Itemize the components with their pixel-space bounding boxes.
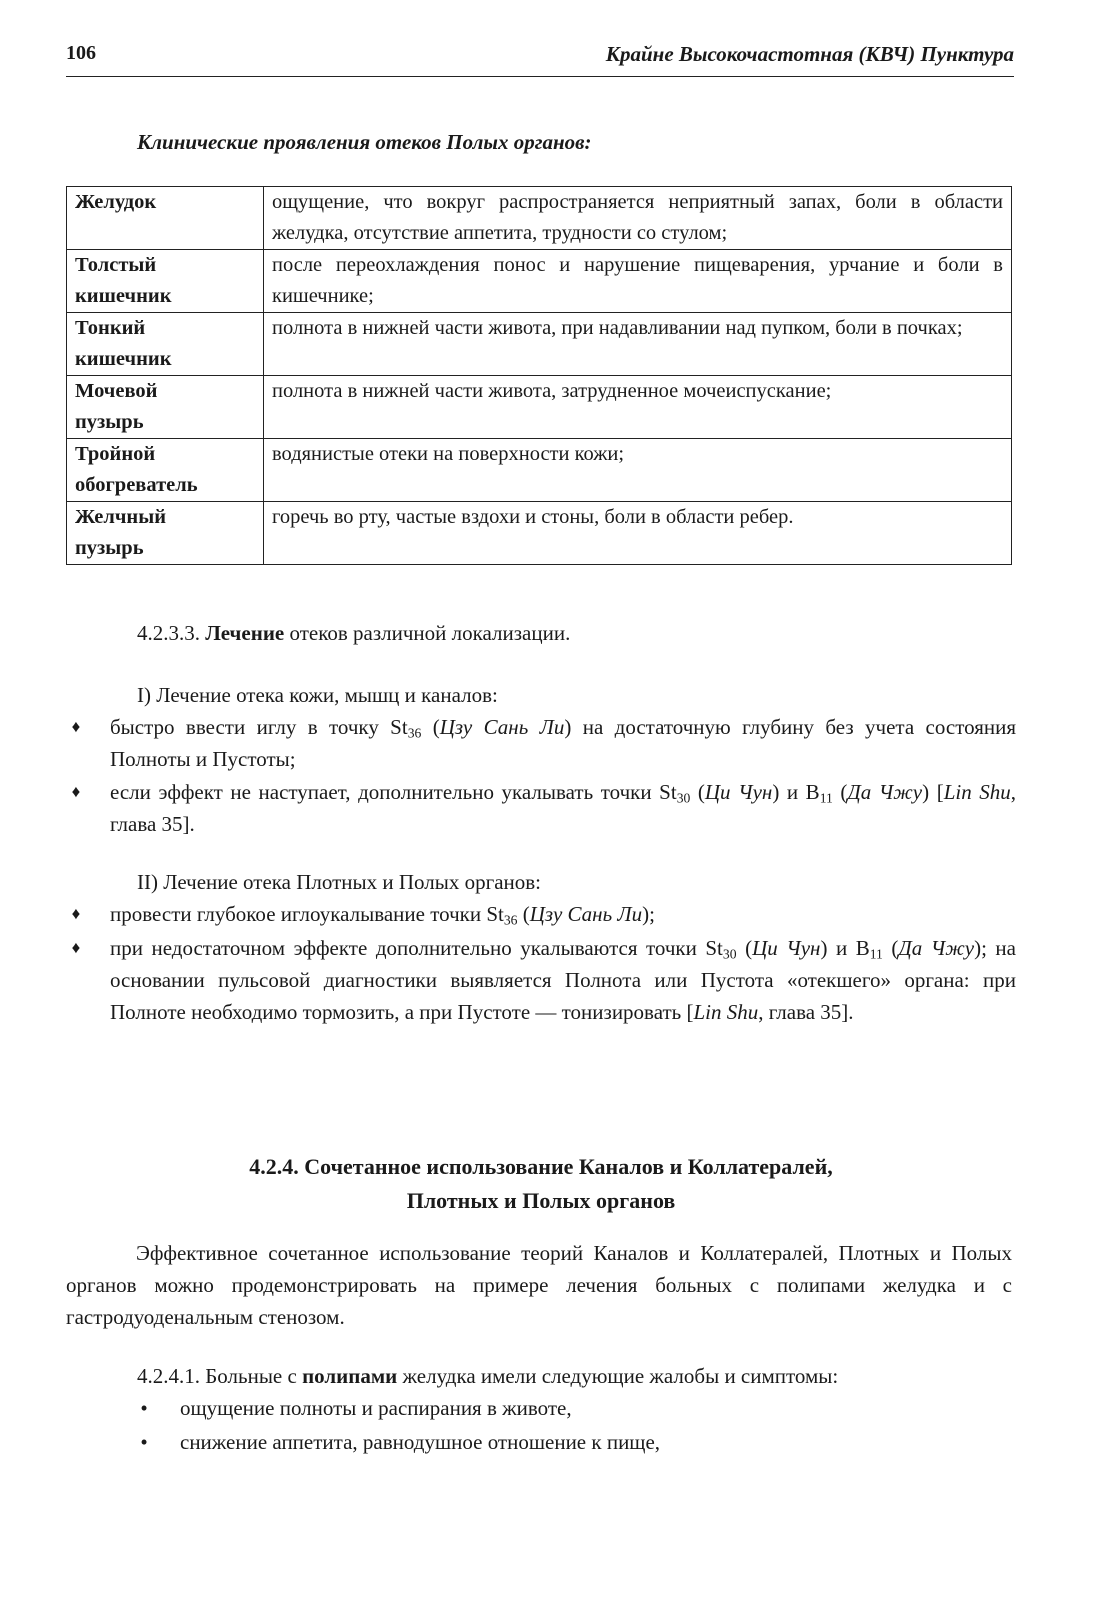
table-row	[67, 250, 1012, 313]
list-item: ♦ провести глубокое иглоукалывание точки $St_{36}$ (Цзу Сань Ли);	[66, 898, 1016, 930]
organ-cell: Желчный пузырь	[67, 502, 264, 565]
list-item: ♦ при недостаточном эффекте дополнительно укалываются точки $St_{30}$ (Ци Чун) и $B_{11}$ (Да Чжу); на основании пульсовой диагностики выявляется Полнота или Пустота «отекшего» органа: при Полноте необходимо тормозить, а при Пустоте — тонизировать [Lin Shu, глава 35].	[66, 932, 1016, 1060]
part1-intro: I) Лечение отека кожи, мышц и каналов:	[137, 683, 498, 707]
symptoms-cell: ощущение, что вокруг распространяется неприятный запах, боли в области желудка, отсутствие аппетита, трудности со стулом;	[264, 187, 1012, 250]
table-row	[67, 313, 1012, 376]
page-header	[66, 40, 1014, 77]
table-row	[67, 376, 1012, 439]
diamond-bullet-icon: ♦	[71, 782, 81, 801]
subsection-4-2-3-3: 4.2.3.3. Лечение отеков различной локализации.	[137, 621, 571, 645]
dot-bullet-icon: •	[140, 1396, 148, 1420]
list-item: ♦ если эффект не наступает, дополнительно укалывать точки $St_{30}$ (Ци Чун) и $B_{11}$ (Да Чжу) [Lin Shu, глава 35].	[66, 776, 1016, 840]
page-number: 106	[66, 42, 96, 64]
running-title: Крайне Высокочастотная (КВЧ) Пунктура	[605, 42, 1014, 66]
section-heading-4-2-4: 4.2.4. Сочетанное использование Каналов и Коллатералей, Плотных и Полых органов	[249, 1154, 833, 1213]
dot-bullet-icon: •	[140, 1430, 148, 1454]
symptoms-cell: водянистые отеки на поверхности кожи;	[264, 439, 1012, 502]
diamond-bullet-icon: ♦	[71, 938, 81, 957]
symptoms-cell: после переохлаждения понос и нарушение пищеварения, урчание и боли в кишечнике;	[264, 250, 1012, 313]
organ-cell: Тонкий кишечник	[67, 313, 264, 376]
symptoms-cell: полнота в нижней части живота, при надавливании над пупком, боли в почках;	[264, 313, 1012, 376]
part2-intro: II) Лечение отека Плотных и Полых органов:	[137, 870, 542, 894]
list-item: • снижение аппетита, равнодушное отношение к пище,	[136, 1426, 1016, 1458]
symptoms-cell: горечь во рту, частые вздохи и стоны, боли в области ребер.	[264, 502, 1012, 565]
organ-cell: Желудок	[67, 187, 264, 250]
hollow-organs-table	[66, 186, 1012, 565]
section-4-2-4-paragraph: Эффективное сочетанное использование теорий Каналов и Коллатералей, Плотных и Полых органов можно продемонстрировать на примере лечения больных с полипами желудка и с гастродуоденальным стенозом.	[66, 1241, 1012, 1329]
diamond-bullet-icon: ♦	[71, 904, 81, 923]
table-row	[67, 187, 1012, 250]
list-item: • ощущение полноты и распирания в животе,	[136, 1392, 1016, 1424]
organ-cell: Мочевой пузырь	[67, 376, 264, 439]
organ-cell: Толстый кишечник	[67, 250, 264, 313]
diamond-bullet-icon: ♦	[71, 717, 81, 736]
subsection-4-2-4-1: 4.2.4.1. Больные с полипами желудка имели следующие жалобы и симптомы:	[137, 1364, 839, 1388]
table-row	[67, 439, 1012, 502]
table-row	[67, 502, 1012, 565]
organ-cell: Тройной обогреватель	[67, 439, 264, 502]
symptoms-cell: полнота в нижней части живота, затрудненное мочеиспускание;	[264, 376, 1012, 439]
list-item: ♦ быстро ввести иглу в точку $St_{36}$ (Цзу Сань Ли) на достаточную глубину без учета состояния Полноты и Пустоты;	[66, 711, 1016, 775]
table-caption: Клинические проявления отеков Полых органов:	[137, 130, 592, 154]
